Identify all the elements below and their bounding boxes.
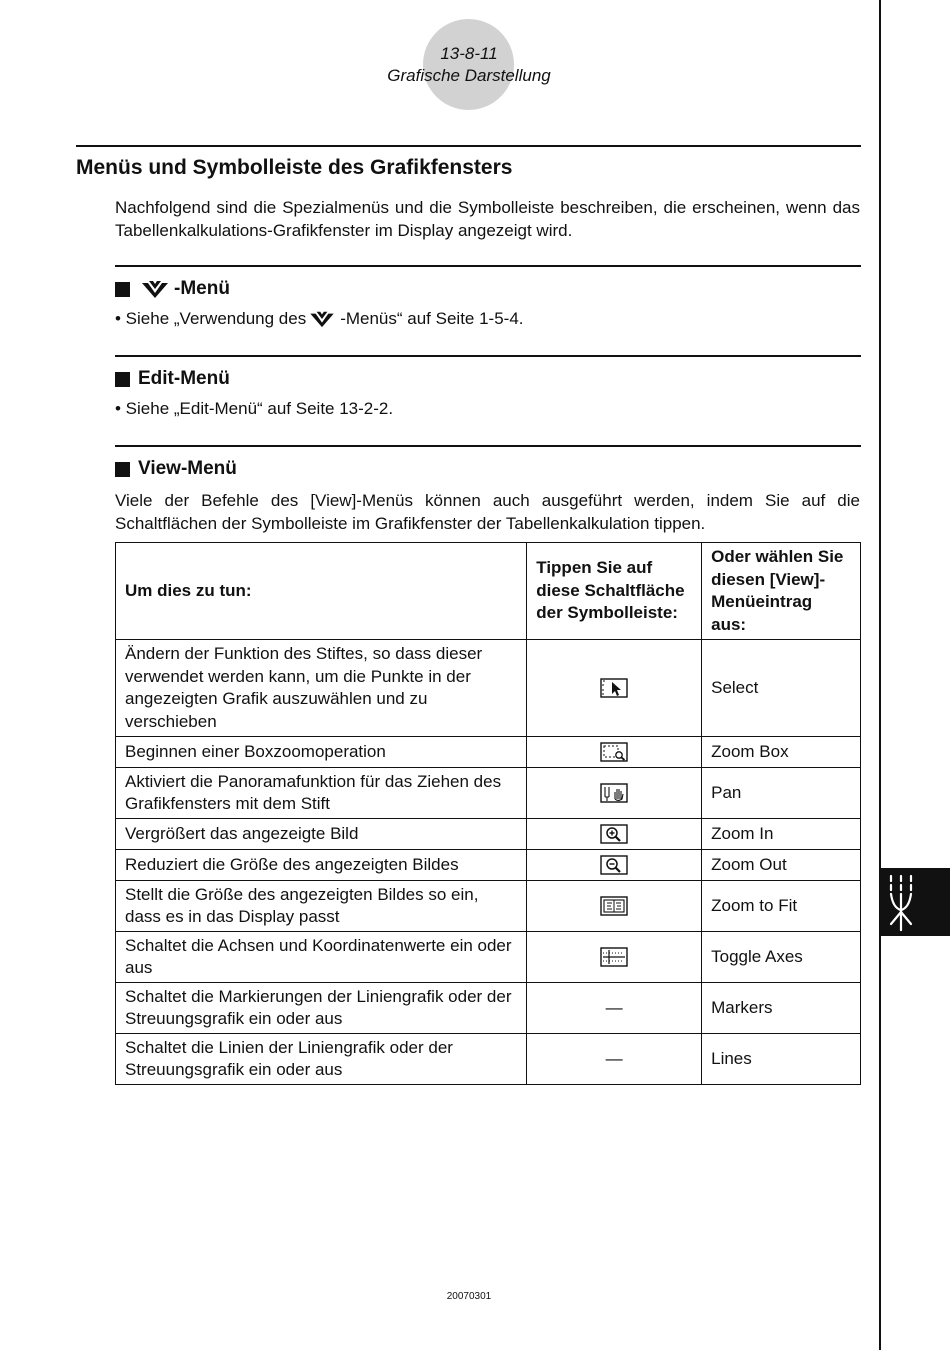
row-icon-cell: [527, 881, 702, 932]
subsection-rule: [115, 355, 861, 357]
chapter-tab-icon: [881, 868, 950, 936]
section-intro: Nachfolgend sind die Spezialmenüs und die Symbolleiste beschreiben, die erscheinen, wenn das Tabellenkalkulations-Grafikfenster im Display angezeigt wird.: [115, 198, 860, 240]
header-circle: [423, 19, 514, 110]
table-header-row: [116, 543, 861, 640]
row-icon-cell: [527, 819, 702, 850]
square-bullet-icon: [115, 282, 130, 297]
view-menu-text: Viele der Befehle des [View]-Menüs können auch ausgeführt werden, indem Sie auf die Schaltflächen der Symbolleiste im Grafikfenster der Tabellenkalkulation tippen.: [115, 491, 860, 533]
table-row: [116, 850, 861, 881]
row-menu: Markers: [702, 983, 861, 1034]
row-action: Schaltet die Linien der Liniengrafik oder der Streuungsgrafik ein oder aus: [116, 1034, 527, 1085]
row-icon-cell: [527, 850, 702, 881]
table-row: [116, 768, 861, 819]
zoom-out-icon[interactable]: [600, 855, 628, 875]
edit-menu-heading: [115, 368, 230, 390]
edit-menu-title: Edit-Menü: [138, 368, 230, 389]
row-action: Schaltet die Achsen und Koordinatenwerte ein oder aus: [116, 932, 527, 983]
bullet-text-prefix: • Siehe „Verwendung des: [115, 309, 307, 328]
edit-menu-bullet: • Siehe „Edit-Menü“ auf Seite 13-2-2.: [115, 399, 394, 418]
chapter-title: Grafische Darstellung: [387, 66, 551, 85]
header-button: Tippen Sie auf diese Schaltfläche der Symbolleiste:: [527, 543, 702, 640]
zoom-to-fit-icon[interactable]: [600, 896, 628, 916]
subsection-rule: [115, 445, 861, 447]
header-menu: Oder wählen Sie diesen [View]-Menüeintrag aus:: [702, 543, 861, 640]
section-title: Menüs und Symbolleiste des Grafikfensters: [76, 156, 513, 179]
row-action: Ändern der Funktion des Stiftes, so dass dieser verwendet werden kann, um die Punkte in der angezeigten Grafik auszuwählen und zu verschieben: [116, 640, 527, 737]
header-action: Um dies zu tun:: [116, 543, 527, 640]
table-row: [116, 932, 861, 983]
row-action: Reduziert die Größe des angezeigten Bildes: [116, 850, 527, 881]
select-icon[interactable]: [600, 678, 628, 698]
bullet-text-suffix: -Menüs“ auf Seite 1-5-4.: [340, 309, 524, 328]
system-menu-inline-icon: [308, 310, 336, 328]
toggle-axes-icon[interactable]: [600, 947, 628, 967]
system-menu-icon: [140, 279, 170, 299]
row-icon-cell: [527, 640, 702, 737]
square-bullet-icon: [115, 462, 130, 477]
row-menu: Zoom In: [702, 819, 861, 850]
pan-icon[interactable]: [600, 783, 628, 803]
row-menu: Pan: [702, 768, 861, 819]
subsection-rule: [115, 265, 861, 267]
view-menu-title: View-Menü: [138, 458, 237, 479]
system-menu-bullet: [115, 309, 524, 329]
view-menu-table: [115, 542, 861, 1085]
row-icon-cell: —: [527, 983, 702, 1034]
system-menu-heading: [115, 278, 230, 300]
footer-code: 20070301: [446, 1291, 492, 1302]
row-icon-cell: [527, 768, 702, 819]
table-row: [116, 881, 861, 932]
row-menu: Lines: [702, 1034, 861, 1085]
chapter-side-tab: [881, 868, 950, 936]
row-action: Stellt die Größe des angezeigten Bildes so ein, dass es in das Display passt: [116, 881, 527, 932]
table-row: [116, 983, 861, 1034]
row-menu: Zoom Out: [702, 850, 861, 881]
row-action: Aktiviert die Panoramafunktion für das Ziehen des Grafikfensters mit dem Stift: [116, 768, 527, 819]
table-row: [116, 819, 861, 850]
row-menu: Toggle Axes: [702, 932, 861, 983]
page-number: 13-8-11: [440, 44, 498, 63]
row-icon-cell: [527, 932, 702, 983]
table-row: [116, 640, 861, 737]
row-icon-cell: —: [527, 1034, 702, 1085]
zoom-in-icon[interactable]: [600, 824, 628, 844]
row-menu: Zoom to Fit: [702, 881, 861, 932]
view-menu-heading: [115, 458, 237, 480]
row-action: Vergrößert das angezeigte Bild: [116, 819, 527, 850]
row-action: Beginnen einer Boxzoomoperation: [116, 737, 527, 768]
row-menu: Zoom Box: [702, 737, 861, 768]
table-row: [116, 737, 861, 768]
square-bullet-icon: [115, 372, 130, 387]
zoom-box-icon[interactable]: [600, 742, 628, 762]
table-row: [116, 1034, 861, 1085]
right-margin-rule: [879, 0, 881, 1350]
row-action: Schaltet die Markierungen der Liniengrafik oder der Streuungsgrafik ein oder aus: [116, 983, 527, 1034]
row-icon-cell: [527, 737, 702, 768]
system-menu-title: -Menü: [174, 278, 230, 299]
section-rule: [76, 145, 861, 147]
row-menu: Select: [702, 640, 861, 737]
